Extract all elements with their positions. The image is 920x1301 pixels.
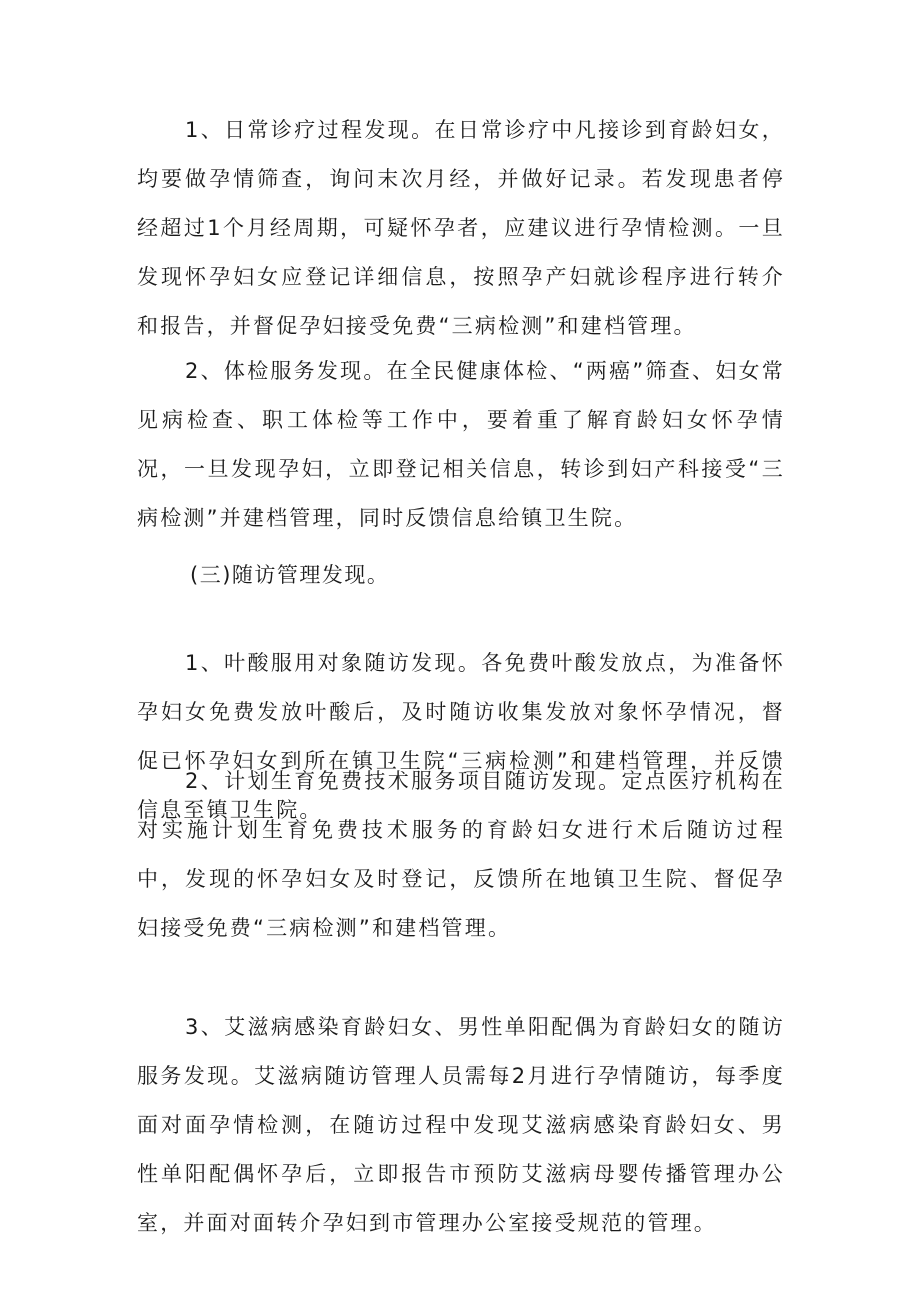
paragraph-routine-diagnosis: 1、日常诊疗过程发现。在日常诊疗中凡接诊到育龄妇女，均要做孕情筛查，询问末次月经，并做好记录。若发现患者停经超过1个月经周期，可疑怀孕者，应建议进行孕情检测。一旦发现怀孕妇女应登记详细信息，按照孕产妇就诊程序进行转介和报告，并督促孕妇接受免费“三病检测”和建档管理。 — [137, 118, 785, 338]
paragraph-physical-exam: 2、体检服务发现。在全民健康体检、“两癌”筛查、妇女常见病检查、职工体检等工作中，要着重了解育龄妇女怀孕情况，一旦发现孕妇，立即登记相关信息，转诊到妇产科接受“三病检测”并建档管理，同时反馈信息给镇卫生院。 — [137, 359, 785, 530]
paragraph-folic-acid: 1、叶酸服用对象随访发现。各免费叶酸发放点，为准备怀孕妇女免费发放叶酸后，及时随访收集发放对象怀孕情况，督促已怀孕妇女到所在镇卫生院“三病检测”和建档管理，并反馈信息至镇卫生院。 — [137, 651, 785, 822]
paragraph-hiv-follow-up: 3、艾滋病感染育龄妇女、男性单阳配偶为育龄妇女的随访服务发现。艾滋病随访管理人员需每2月进行孕情随访，每季度面对面孕情检测，在随访过程中发现艾滋病感染育龄妇女、男性单阳配偶怀孕后，立即报告市预防艾滋病母婴传播管理办公室，并面对面转介孕妇到市管理办公室接受规范的管理。 — [137, 1015, 785, 1235]
paragraph-family-planning: 2、计划生育免费技术服务项目随访发现。定点医疗机构在对实施计划生育免费技术服务的育龄妇女进行术后随访过程中，发现的怀孕妇女及时登记，反馈所在地镇卫生院、督促孕妇接受免费“三病检测”和建档管理。 — [137, 769, 785, 940]
section-heading-follow-up: (三)随访管理发现。 — [190, 563, 390, 587]
